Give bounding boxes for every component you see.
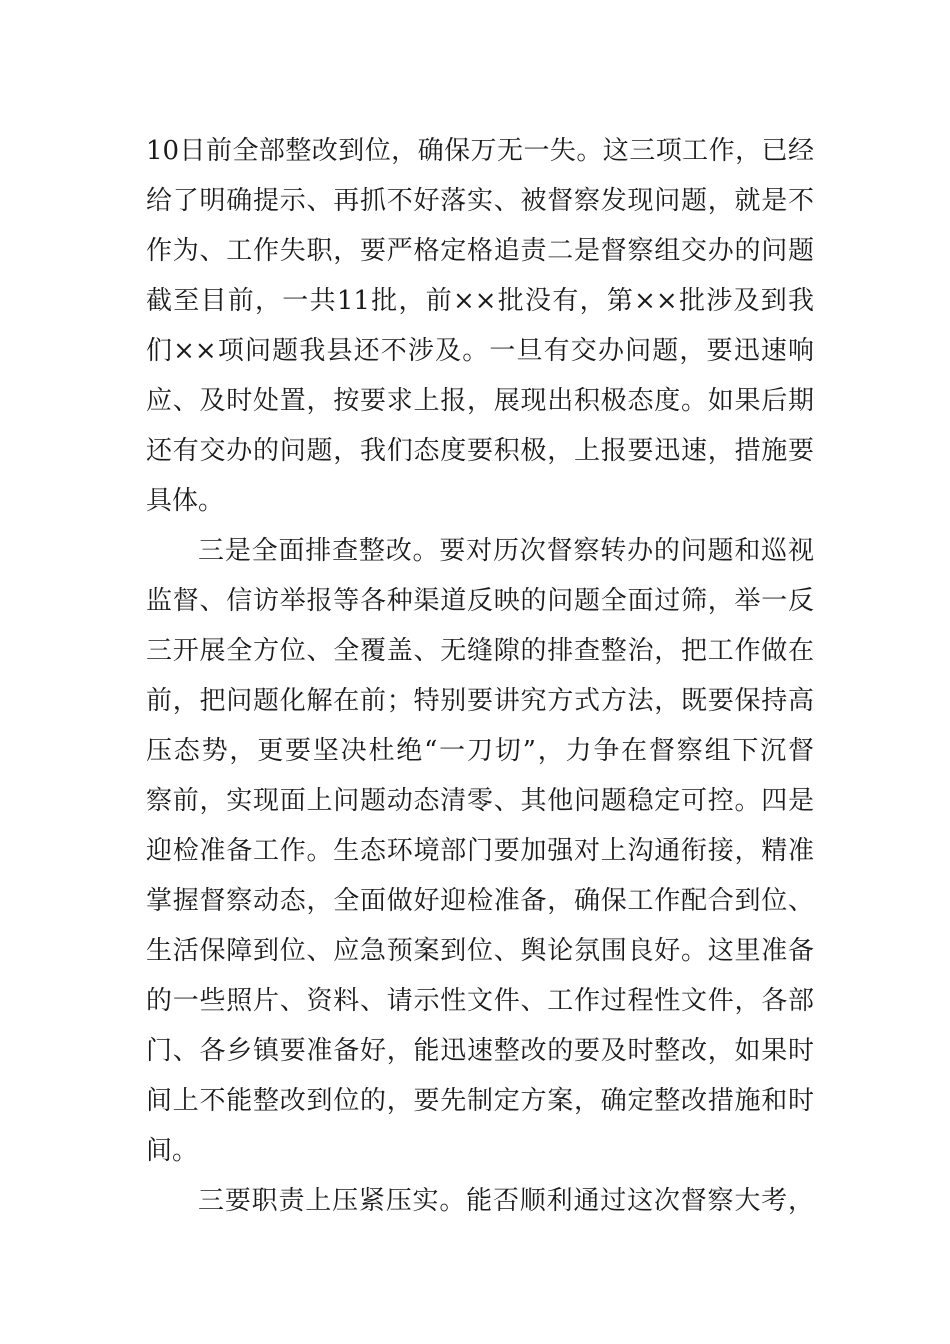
document-body	[146, 126, 814, 1226]
paragraph-1-line-5: 们××项问题我县还不涉及。一旦有交办问题，要迅速响	[146, 336, 814, 366]
paragraph-1-line-1: 10日前全部整改到位，确保万无一失。这三项工作，已经	[146, 136, 814, 166]
paragraph-2-line-7: 迎检准备工作。生态环境部门要加强对上沟通衔接，精准	[146, 836, 814, 866]
paragraph-2-line-10: 的一些照片、资料、请示性文件、工作过程性文件，各部	[146, 986, 814, 1016]
paragraph-1-line-4: 截至目前，一共11批，前××批没有，第××批涉及到我	[146, 286, 814, 316]
paragraph-2-line-11: 门、各乡镇要准备好，能迅速整改的要及时整改，如果时	[146, 1036, 814, 1066]
paragraph-1-line-8: 具体。	[146, 486, 225, 516]
paragraph-2-line-4: 前，把问题化解在前；特别要讲究方式方法，既要保持高	[146, 686, 814, 716]
paragraph-2-line-6: 察前，实现面上问题动态清零、其他问题稳定可控。四是	[146, 786, 814, 816]
paragraph-1-line-2: 给了明确提示、再抓不好落实、被督察发现问题，就是不	[146, 186, 814, 216]
paragraph-2-line-3: 三开展全方位、全覆盖、无缝隙的排查整治，把工作做在	[146, 636, 814, 666]
paragraph-2-line-9: 生活保障到位、应急预案到位、舆论氛围良好。这里准备	[146, 936, 814, 966]
paragraph-2-line-8: 掌握督察动态，全面做好迎检准备，确保工作配合到位、	[146, 886, 814, 916]
paragraph-2-line-13: 间。	[146, 1136, 199, 1166]
paragraph-3-line-1: 三要职责上压紧压实。能否顺利通过这次督察大考，	[198, 1186, 814, 1216]
paragraph-2-line-12: 间上不能整改到位的，要先制定方案，确定整改措施和时	[146, 1086, 814, 1116]
paragraph-2-line-5: 压态势，更要坚决杜绝“一刀切”，力争在督察组下沉督	[146, 736, 814, 766]
paragraph-1-line-3: 作为、工作失职，要严格定格追责二是督察组交办的问题	[146, 236, 814, 266]
paragraph-2-line-1: 三是全面排查整改。要对历次督察转办的问题和巡视	[198, 536, 814, 566]
paragraph-1-line-7: 还有交办的问题，我们态度要积极，上报要迅速，措施要	[146, 436, 814, 466]
paragraph-2-line-2: 监督、信访举报等各种渠道反映的问题全面过筛，举一反	[146, 586, 814, 616]
paragraph-1-line-6: 应、及时处置，按要求上报，展现出积极态度。如果后期	[146, 386, 814, 416]
